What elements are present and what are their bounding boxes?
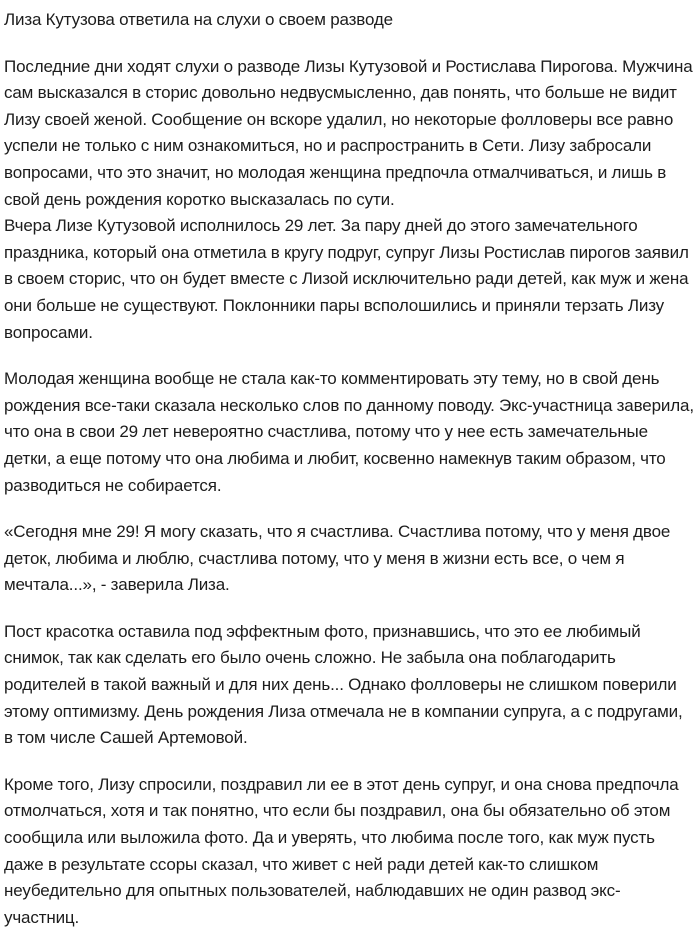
paragraph-line: Кроме того, Лизу спросили, поздравил ли ее в этот день супруг, и она снова предпочла отмолчаться, хотя и так понятно, что если бы поздравил, она бы обязательно об этом сообщила или выложила фото. Да и уверять, что любима после того, как муж пусть даже в результате ссоры сказал, что живет с ней ради детей как-то слишком неубедительно для опытных пользователей, наблюдавших не один развод экс-участниц.: [4, 774, 679, 927]
article-paragraph-1: [4, 54, 695, 347]
article-paragraph-2: [4, 366, 695, 499]
paragraph-line: Последние дни ходят слухи о разводе Лизы Кутузовой и Ростислава Пирогова. Мужчина сам высказался в сторис довольно недвусмысленно, дав понять, что больше не видит Лизу своей женой. Сообщение он вскоре удалил, но некоторые фолловеры все равно успели не только с ним ознакомиться, но и распространить в Сети. Лизу забросали вопросами, что это значит, но молодая женщина предпочла отмалчиваться, и лишь в свой день рождения коротко высказалась по сути.: [4, 56, 693, 209]
article-paragraph-5: [4, 772, 695, 932]
page-title: Лиза Кутузова ответила на слухи о своем разводе: [4, 10, 393, 29]
paragraph-line: Пост красотка оставила под эффектным фото, признавшись, что это ее любимый снимок, так как сделать его было очень сложно. Не забыла она поблагодарить родителей в такой важный и для них день... Однако фолловеры не слишком поверили этому оптимизму. День рождения Лиза отмечала не в компании супруга, а с подругами, в том числе Сашей Артемовой.: [4, 621, 683, 748]
paragraph-line: Вчера Лизе Кутузовой исполнилось 29 лет. За пару дней до этого замечательного праздника, который она отметила в кругу подруг, супруг Лизы Ростислав пирогов заявил в своем сторис, что он будет вместе с Лизой исключительно ради детей, как муж и жена они больше не существуют. Поклонники пары всполошились и приняли терзать Лизу вопросами.: [4, 216, 689, 342]
article-paragraph-quote: [4, 519, 695, 599]
paragraph-line: Молодая женщина вообще не стала как-то комментировать эту тему, но в свой день рождения все-таки сказала несколько слов по данному поводу. Экс-участница заверила, что она в свои 29 лет невероятно счастлива, потому что у нее есть замечательные детки, а еще потому что она любима и любит, косвенно намекнув таким образом, что разводиться не собирается.: [4, 369, 694, 495]
paragraph-line: «Сегодня мне 29! Я могу сказать, что я счастлива. Счастлива потому, что у меня двое деток, любима и люблю, счастлива потому, что у меня в жизни есть все, о чем я мечтала...», - заверила Лиза.: [4, 522, 671, 595]
article-paragraph-4: [4, 619, 695, 752]
